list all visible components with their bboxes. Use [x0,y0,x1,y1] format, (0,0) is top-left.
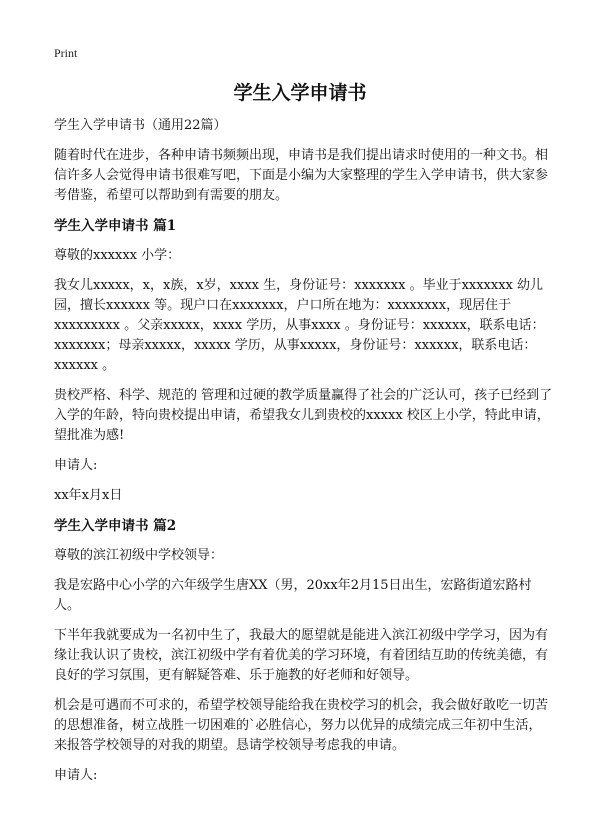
section-2-paragraph-1: 我是宏路中心小学的六年级学生唐XX（男，20xx年2月15日出生，宏路街道宏路村人。 [54,578,532,613]
section-1-salutation: 尊敬的xxxxxx 小学： [54,248,181,263]
section-1-date: xx年x月x日 [54,488,123,503]
intro-subtitle: 学生入学申请书（通用22篇） [54,118,227,133]
section-2-paragraph-3: 机会是可遇而不可求的，希望学校领导能给我在贵校学习的机会，我会做好敢吃一切苦的思想准备，树立战胜一切困难的`必胜信心，努力以优异的成绩完成三年初中生活，来报答学校领导的对我的期望。恳请学校领导考虑我的申请。 [54,698,549,753]
section-2-heading: 学生入学申请书 篇2 [54,518,177,534]
section-1-paragraph-1: 我女儿xxxxx，x，x族，x岁，xxxx 生，身份证号：xxxxxxx 。毕业于xxxxxxx 幼儿园，擅长xxxxxx 等。现户口在xxxxxxx，户口所在地为：xxxxxxxx，现居住于xxxxxxxxx 。父亲xxxxx，xxxx 学历，从事xxxx 。身份证号：xxxxxx，联系电话：xxxxxxx；母亲xxxxx，xxxxx 学历，从事xxxxx，身份证号：xxxxxx，联系电话：xxxxxx 。 [54,278,545,373]
section-2-salutation: 尊敬的滨江初级中学校领导： [54,548,224,563]
document-body [54,116,554,796]
print-label[interactable]: Print [54,46,78,60]
section-1-heading: 学生入学申请书 篇1 [54,218,177,234]
document-title: 学生入学申请书 [233,82,367,104]
intro-paragraph: 随着时代在进步，各种申请书频频出现，申请书是我们提出请求时使用的一种文书。相信许多人会觉得申请书很难写吧，下面是小编为大家整理的学生入学申请书，供大家参考借鉴，希望可以帮助到有需要的朋友。 [54,148,549,203]
section-2-paragraph-2: 下半年我就要成为一名初中生了，我最大的愿望就是能进入滨江初级中学学习，因为有缘让我认识了贵校，滨江初级中学有着优美的学习环境，有着团结互助的传统美德，有良好的学习氛围，更有解疑答难、乐于施教的好老师和好领导。 [54,628,549,683]
section-1-paragraph-2: 贵校严格、科学、规范的 管理和过硬的教学质量赢得了社会的广泛认可，孩子已经到了入学的年龄，特向贵校提出申请，希望我女儿到贵校的xxxxx 校区上小学，特此申请，望批准为感! [54,388,553,443]
section-1-applicant: 申请人: [54,458,98,473]
section-2-applicant: 申请人: [54,768,98,783]
